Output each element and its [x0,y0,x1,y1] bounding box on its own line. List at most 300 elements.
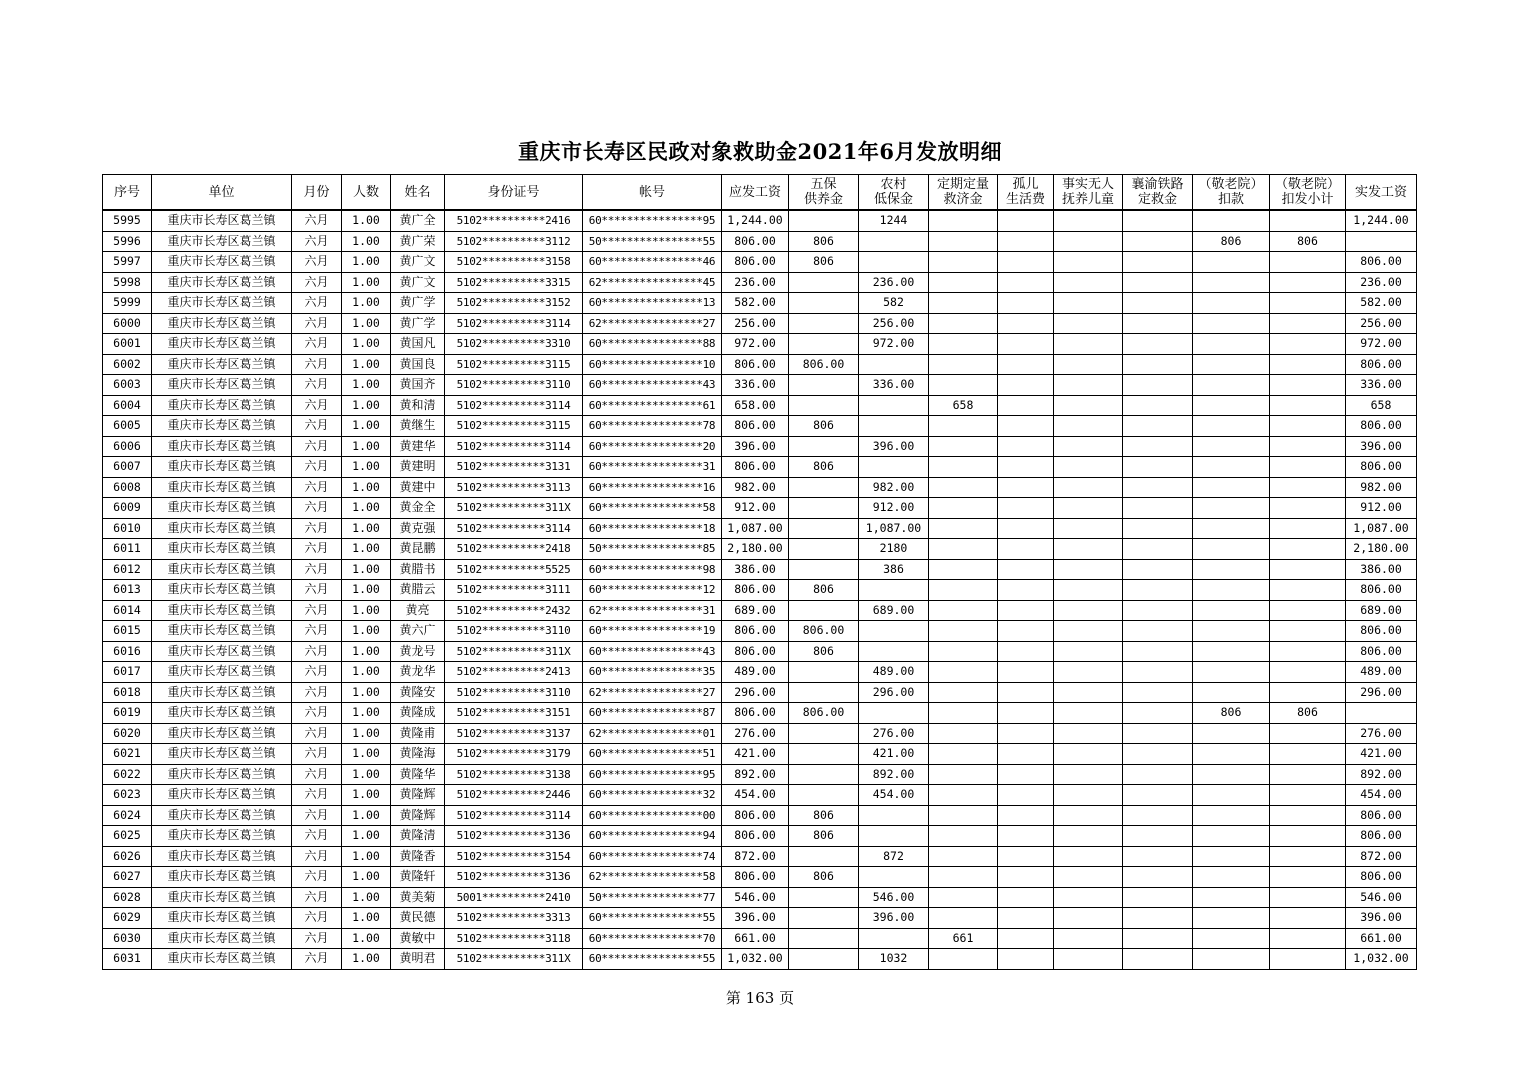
header-id-number: 身份证号 [445,175,583,211]
table-body [103,210,1417,969]
cell-five-guarantee [789,785,859,806]
header-five-guarantee: 五保 供养金 [789,175,859,211]
cell-name: 黄昆鹏 [391,539,445,560]
cell-account: 50****************85 [583,539,722,560]
cell-count: 1.00 [342,457,391,478]
cell-name: 黄建明 [391,457,445,478]
cell-orphan-living [998,252,1054,273]
cell-unit: 重庆市长寿区葛兰镇 [152,210,292,231]
cell-name: 黄建华 [391,436,445,457]
cell-account: 60****************13 [583,293,722,314]
cell-net-pay: 454.00 [1346,785,1417,806]
cell-id-number: 5102**********3113 [445,477,583,498]
cell-nursing-deduction-subtotal [1270,682,1346,703]
cell-name: 黄广学 [391,293,445,314]
cell-payable: 892.00 [722,764,789,785]
cell-nursing-deduction-subtotal [1270,477,1346,498]
cell-month: 六月 [292,539,342,560]
cell-count: 1.00 [342,641,391,662]
cell-count: 1.00 [342,928,391,949]
cell-rural-subsistence: 982.00 [859,477,929,498]
cell-nursing-deduction-subtotal [1270,867,1346,888]
cell-nursing-deduction-subtotal [1270,416,1346,437]
cell-unit: 重庆市长寿区葛兰镇 [152,662,292,683]
cell-net-pay: 806.00 [1346,252,1417,273]
cell-nursing-deduction [1193,764,1270,785]
cell-seq: 6021 [103,744,152,765]
cell-net-pay: 892.00 [1346,764,1417,785]
cell-rural-subsistence: 1032 [859,949,929,970]
cell-rural-subsistence: 582 [859,293,929,314]
cell-seq: 6006 [103,436,152,457]
cell-nursing-deduction-subtotal [1270,908,1346,929]
cell-month: 六月 [292,580,342,601]
cell-orphan-living [998,928,1054,949]
cell-name: 黄广文 [391,272,445,293]
cell-seq: 6018 [103,682,152,703]
cell-account: 60****************58 [583,498,722,519]
cell-fixed-relief [929,867,998,888]
cell-five-guarantee: 806 [789,805,859,826]
cell-unit: 重庆市长寿区葛兰镇 [152,518,292,539]
cell-railway-relief [1123,908,1193,929]
cell-orphan-living [998,477,1054,498]
cell-unit: 重庆市长寿区葛兰镇 [152,621,292,642]
cell-nursing-deduction [1193,580,1270,601]
cell-seq: 6002 [103,354,152,375]
cell-fixed-relief [929,354,998,375]
cell-seq: 6007 [103,457,152,478]
cell-id-number: 5102**********3114 [445,395,583,416]
cell-fixed-relief: 658 [929,395,998,416]
cell-net-pay: 1,244.00 [1346,210,1417,231]
table-row [103,826,1417,847]
cell-id-number: 5102**********311X [445,498,583,519]
cell-id-number: 5102**********3115 [445,416,583,437]
cell-payable: 546.00 [722,887,789,908]
cell-count: 1.00 [342,703,391,724]
cell-month: 六月 [292,293,342,314]
cell-five-guarantee [789,600,859,621]
cell-name: 黄腊云 [391,580,445,601]
cell-unit: 重庆市长寿区葛兰镇 [152,498,292,519]
cell-seq: 6003 [103,375,152,396]
cell-railway-relief [1123,375,1193,396]
cell-net-pay [1346,703,1417,724]
cell-orphan-living [998,539,1054,560]
cell-orphan-living [998,313,1054,334]
cell-rural-subsistence [859,395,929,416]
cell-unit: 重庆市长寿区葛兰镇 [152,805,292,826]
cell-net-pay: 806.00 [1346,354,1417,375]
header-railway-relief: 襄渝铁路 定救金 [1123,175,1193,211]
cell-account: 60****************46 [583,252,722,273]
cell-seq: 6022 [103,764,152,785]
cell-nursing-deduction-subtotal [1270,887,1346,908]
cell-month: 六月 [292,600,342,621]
cell-rural-subsistence [859,580,929,601]
cell-nursing-deduction [1193,887,1270,908]
cell-payable: 689.00 [722,600,789,621]
cell-five-guarantee [789,682,859,703]
cell-unit: 重庆市长寿区葛兰镇 [152,559,292,580]
cell-net-pay: 806.00 [1346,580,1417,601]
cell-seq: 6031 [103,949,152,970]
cell-seq: 6023 [103,785,152,806]
cell-id-number: 5102**********3114 [445,805,583,826]
header-rural-subsistence: 农村 低保金 [859,175,929,211]
cell-month: 六月 [292,641,342,662]
cell-fixed-relief [929,805,998,826]
cell-count: 1.00 [342,764,391,785]
cell-month: 六月 [292,313,342,334]
cell-five-guarantee [789,518,859,539]
cell-unattended-child [1054,457,1123,478]
cell-id-number: 5102**********3313 [445,908,583,929]
cell-rural-subsistence: 336.00 [859,375,929,396]
cell-nursing-deduction [1193,518,1270,539]
cell-unattended-child [1054,846,1123,867]
cell-rural-subsistence: 454.00 [859,785,929,806]
table-row [103,662,1417,683]
cell-fixed-relief [929,580,998,601]
cell-id-number: 5102**********2413 [445,662,583,683]
table-row [103,293,1417,314]
cell-account: 60****************98 [583,559,722,580]
table-row [103,908,1417,929]
cell-nursing-deduction: 806 [1193,703,1270,724]
cell-name: 黄广学 [391,313,445,334]
cell-five-guarantee: 806 [789,252,859,273]
cell-rural-subsistence: 2180 [859,539,929,560]
cell-unit: 重庆市长寿区葛兰镇 [152,375,292,396]
cell-seq: 6025 [103,826,152,847]
cell-name: 黄隆香 [391,846,445,867]
cell-orphan-living [998,723,1054,744]
cell-railway-relief [1123,272,1193,293]
header-payable: 应发工资 [722,175,789,211]
cell-railway-relief [1123,600,1193,621]
cell-unit: 重庆市长寿区葛兰镇 [152,252,292,273]
cell-unattended-child [1054,580,1123,601]
cell-rural-subsistence: 972.00 [859,334,929,355]
cell-id-number: 5102**********3110 [445,375,583,396]
cell-nursing-deduction-subtotal [1270,826,1346,847]
cell-payable: 489.00 [722,662,789,683]
cell-railway-relief [1123,723,1193,744]
cell-account: 50****************55 [583,231,722,252]
cell-orphan-living [998,559,1054,580]
cell-unit: 重庆市长寿区葛兰镇 [152,272,292,293]
cell-orphan-living [998,395,1054,416]
cell-net-pay: 236.00 [1346,272,1417,293]
cell-nursing-deduction-subtotal [1270,354,1346,375]
cell-rural-subsistence [859,703,929,724]
cell-seq: 6011 [103,539,152,560]
cell-nursing-deduction-subtotal [1270,949,1346,970]
cell-unattended-child [1054,231,1123,252]
cell-count: 1.00 [342,272,391,293]
cell-five-guarantee: 806 [789,580,859,601]
cell-unattended-child [1054,600,1123,621]
cell-railway-relief [1123,231,1193,252]
cell-rural-subsistence [859,621,929,642]
cell-name: 黄腊书 [391,559,445,580]
cell-fixed-relief [929,313,998,334]
table-row [103,867,1417,888]
cell-name: 黄龙号 [391,641,445,662]
cell-railway-relief [1123,354,1193,375]
cell-railway-relief [1123,518,1193,539]
cell-railway-relief [1123,805,1193,826]
cell-railway-relief [1123,867,1193,888]
cell-unattended-child [1054,477,1123,498]
cell-five-guarantee: 806.00 [789,621,859,642]
cell-railway-relief [1123,826,1193,847]
cell-net-pay: 546.00 [1346,887,1417,908]
cell-railway-relief [1123,641,1193,662]
cell-rural-subsistence: 296.00 [859,682,929,703]
cell-nursing-deduction-subtotal [1270,210,1346,231]
table-row [103,395,1417,416]
cell-id-number: 5102**********311X [445,949,583,970]
cell-month: 六月 [292,621,342,642]
table-row [103,600,1417,621]
cell-month: 六月 [292,210,342,231]
cell-payable: 806.00 [722,231,789,252]
cell-payable: 806.00 [722,354,789,375]
cell-orphan-living [998,334,1054,355]
cell-fixed-relief [929,272,998,293]
header-name: 姓名 [391,175,445,211]
cell-payable: 421.00 [722,744,789,765]
cell-nursing-deduction [1193,334,1270,355]
cell-orphan-living [998,641,1054,662]
header-unattended-child: 事实无人 抚养儿童 [1054,175,1123,211]
cell-seq: 6001 [103,334,152,355]
cell-orphan-living [998,682,1054,703]
payment-table [102,174,1417,970]
cell-net-pay: 982.00 [1346,477,1417,498]
cell-count: 1.00 [342,621,391,642]
table-row [103,928,1417,949]
cell-net-pay: 336.00 [1346,375,1417,396]
cell-account: 62****************27 [583,313,722,334]
cell-unattended-child [1054,703,1123,724]
cell-nursing-deduction [1193,375,1270,396]
cell-five-guarantee [789,908,859,929]
cell-nursing-deduction [1193,539,1270,560]
cell-unattended-child [1054,293,1123,314]
cell-nursing-deduction-subtotal [1270,252,1346,273]
cell-count: 1.00 [342,723,391,744]
cell-month: 六月 [292,805,342,826]
cell-name: 黄继生 [391,416,445,437]
table-row [103,764,1417,785]
cell-rural-subsistence: 276.00 [859,723,929,744]
header-month: 月份 [292,175,342,211]
cell-net-pay: 582.00 [1346,293,1417,314]
cell-seq: 6016 [103,641,152,662]
cell-month: 六月 [292,662,342,683]
cell-unattended-child [1054,539,1123,560]
cell-name: 黄龙华 [391,662,445,683]
cell-fixed-relief [929,621,998,642]
cell-railway-relief [1123,949,1193,970]
cell-unattended-child [1054,785,1123,806]
cell-nursing-deduction [1193,559,1270,580]
cell-unit: 重庆市长寿区葛兰镇 [152,334,292,355]
cell-railway-relief [1123,293,1193,314]
cell-nursing-deduction-subtotal [1270,436,1346,457]
cell-nursing-deduction-subtotal [1270,580,1346,601]
cell-orphan-living [998,210,1054,231]
cell-nursing-deduction-subtotal [1270,764,1346,785]
cell-rural-subsistence [859,354,929,375]
cell-railway-relief [1123,703,1193,724]
cell-orphan-living [998,867,1054,888]
cell-month: 六月 [292,272,342,293]
cell-count: 1.00 [342,908,391,929]
cell-month: 六月 [292,477,342,498]
cell-name: 黄隆甫 [391,723,445,744]
cell-seq: 6010 [103,518,152,539]
cell-month: 六月 [292,908,342,929]
cell-payable: 806.00 [722,867,789,888]
cell-id-number: 5102**********3110 [445,682,583,703]
cell-payable: 972.00 [722,334,789,355]
cell-orphan-living [998,703,1054,724]
cell-unattended-child [1054,334,1123,355]
cell-account: 60****************43 [583,641,722,662]
cell-fixed-relief [929,334,998,355]
cell-railway-relief [1123,764,1193,785]
cell-net-pay: 396.00 [1346,908,1417,929]
cell-fixed-relief [929,744,998,765]
cell-unattended-child [1054,210,1123,231]
cell-unit: 重庆市长寿区葛兰镇 [152,949,292,970]
cell-unit: 重庆市长寿区葛兰镇 [152,826,292,847]
cell-payable: 396.00 [722,908,789,929]
cell-fixed-relief [929,682,998,703]
header-account: 帐号 [583,175,722,211]
cell-nursing-deduction-subtotal: 806 [1270,231,1346,252]
cell-unit: 重庆市长寿区葛兰镇 [152,313,292,334]
cell-month: 六月 [292,559,342,580]
cell-seq: 6000 [103,313,152,334]
cell-account: 60****************74 [583,846,722,867]
header-seq: 序号 [103,175,152,211]
cell-rural-subsistence [859,641,929,662]
cell-name: 黄敏中 [391,928,445,949]
cell-unit: 重庆市长寿区葛兰镇 [152,457,292,478]
cell-id-number: 5102**********3112 [445,231,583,252]
cell-fixed-relief [929,477,998,498]
cell-payable: 296.00 [722,682,789,703]
cell-id-number: 5102**********3137 [445,723,583,744]
cell-nursing-deduction-subtotal [1270,744,1346,765]
cell-account: 62****************31 [583,600,722,621]
cell-account: 60****************10 [583,354,722,375]
cell-count: 1.00 [342,580,391,601]
table-row [103,682,1417,703]
cell-railway-relief [1123,846,1193,867]
cell-payable: 806.00 [722,805,789,826]
cell-id-number: 5102**********3158 [445,252,583,273]
cell-name: 黄建中 [391,477,445,498]
header-count: 人数 [342,175,391,211]
cell-unattended-child [1054,723,1123,744]
cell-orphan-living [998,785,1054,806]
cell-net-pay: 806.00 [1346,416,1417,437]
cell-rural-subsistence: 489.00 [859,662,929,683]
cell-five-guarantee [789,744,859,765]
cell-nursing-deduction [1193,867,1270,888]
cell-count: 1.00 [342,436,391,457]
table-row [103,231,1417,252]
cell-unattended-child [1054,518,1123,539]
cell-id-number: 5102**********2432 [445,600,583,621]
cell-five-guarantee [789,764,859,785]
cell-id-number: 5102**********3115 [445,354,583,375]
cell-payable: 806.00 [722,621,789,642]
cell-net-pay: 386.00 [1346,559,1417,580]
cell-orphan-living [998,375,1054,396]
cell-account: 50****************77 [583,887,722,908]
table-row [103,785,1417,806]
cell-five-guarantee [789,436,859,457]
cell-railway-relief [1123,539,1193,560]
cell-orphan-living [998,498,1054,519]
table-row [103,621,1417,642]
cell-nursing-deduction [1193,826,1270,847]
cell-orphan-living [998,518,1054,539]
cell-nursing-deduction [1193,457,1270,478]
document-title: 重庆市长寿区民政对象救助金2021年6月发放明细 [517,139,1003,164]
cell-fixed-relief [929,210,998,231]
cell-account: 60****************18 [583,518,722,539]
cell-rural-subsistence [859,928,929,949]
cell-five-guarantee [789,846,859,867]
cell-five-guarantee [789,334,859,355]
cell-unattended-child [1054,416,1123,437]
header-nursing-deduction: （敬老院） 扣款 [1193,175,1270,211]
cell-name: 黄隆海 [391,744,445,765]
cell-payable: 806.00 [722,457,789,478]
cell-seq: 6024 [103,805,152,826]
cell-month: 六月 [292,826,342,847]
cell-five-guarantee: 806 [789,826,859,847]
cell-five-guarantee [789,928,859,949]
cell-id-number: 5102**********3136 [445,826,583,847]
cell-unit: 重庆市长寿区葛兰镇 [152,764,292,785]
cell-seq: 6028 [103,887,152,908]
cell-rural-subsistence: 872 [859,846,929,867]
cell-month: 六月 [292,682,342,703]
cell-name: 黄广全 [391,210,445,231]
cell-id-number: 5102**********3152 [445,293,583,314]
cell-nursing-deduction [1193,805,1270,826]
cell-fixed-relief [929,231,998,252]
table-row [103,949,1417,970]
cell-unattended-child [1054,375,1123,396]
cell-account: 62****************45 [583,272,722,293]
cell-seq: 6013 [103,580,152,601]
cell-net-pay: 661.00 [1346,928,1417,949]
cell-count: 1.00 [342,744,391,765]
cell-payable: 276.00 [722,723,789,744]
cell-seq: 6026 [103,846,152,867]
